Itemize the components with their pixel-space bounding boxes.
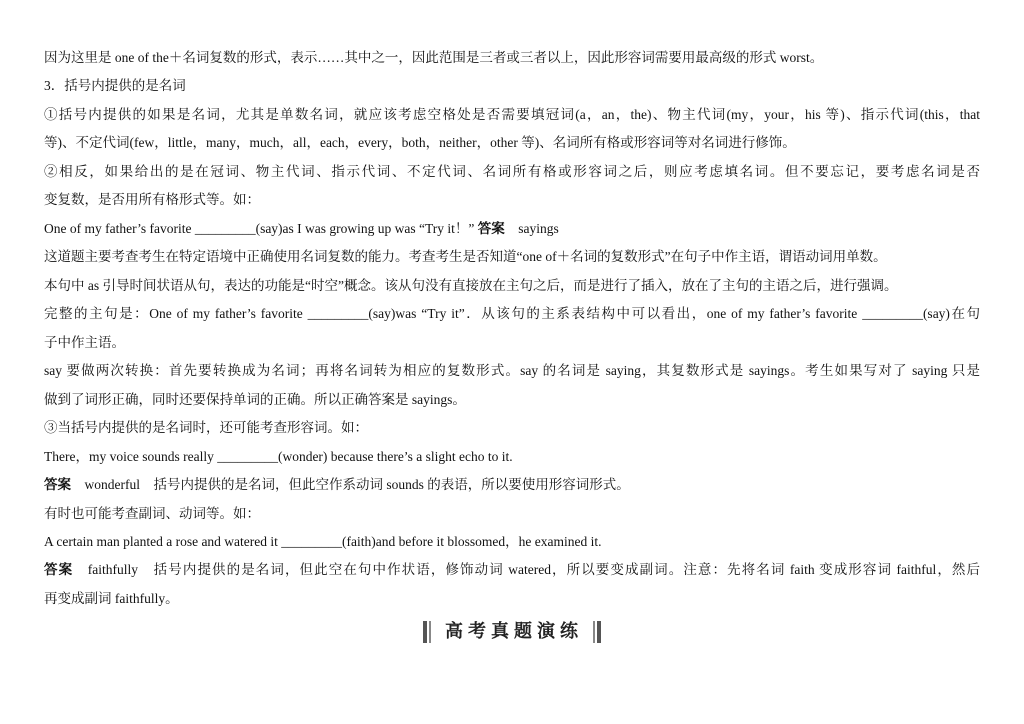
text-segment: 完整的主句是：One of my father’s favorite _________(say)was “Try it”．从该句的主系表结构中可以看出，one of my father’s favorite _________(say)在句: [44, 306, 980, 322]
answer-text: sayings: [504, 220, 559, 236]
example-sentence: [44, 443, 980, 471]
text-segment: There，my voice sounds really _________(wonder) because there’s a slight echo to it.: [44, 448, 513, 464]
heading-bar-right-icon: [591, 621, 601, 643]
example-sentence: [44, 215, 980, 243]
text-segment: ①括号内提供的如果是名词，尤其是单数名词，就应该考虑空格处是否需要填冠词(a，an，the)、物主代词(my，your，his 等)、指示代词(this，that: [44, 106, 980, 122]
section-heading-title: 高考真题演练: [445, 621, 583, 642]
text-segment: 做到了词形正确，同时还要保持单词的正确。所以正确答案是 sayings。: [44, 391, 466, 407]
answer-text: faithfully 括号内提供的是名词，但此空在句中作状语，修饰动词 watered，所以要变成副词。注意：先将名词 faith 变成形容词 faithful，然后: [73, 562, 980, 578]
text-line: [44, 357, 980, 385]
text-segment: One of my father’s favorite _________(say)as I was growing up was “Try it！”: [44, 220, 478, 236]
example-sentence: [44, 528, 980, 556]
answer-label: 答案: [44, 562, 74, 578]
section-heading: [0, 619, 1024, 645]
text-line: [44, 243, 980, 271]
answer-label: 答案: [44, 477, 71, 493]
text-segment: 这道题主要考查考生在特定语境中正确使用名词复数的能力。考查考生是否知道“one of＋名词的复数形式”在句子中作主语，谓语动词用单数。: [44, 249, 887, 265]
text-line: [44, 414, 980, 442]
text-line: [44, 44, 980, 72]
text-segment: say 要做两次转换：首先要转换成为名词；再将名词转为相应的复数形式。say 的名词是 saying，其复数形式是 sayings。考生如果写对了 saying 只是: [44, 363, 980, 379]
answer-line: [44, 556, 980, 584]
text-segment: 3．括号内提供的是名词: [44, 78, 186, 94]
text-line: [44, 386, 980, 414]
text-line: [44, 101, 980, 129]
subsection-title: [44, 72, 980, 100]
text-segment: ②相反，如果给出的是在冠词、物主代词、指示代词、不定代词、名词所有格或形容词之后，则应考虑填名词。但不要忘记，要考虑名词是否: [44, 163, 980, 179]
text-segment: 有时也可能考查副词、动词等。如：: [44, 505, 260, 521]
text-segment: 再变成副词 faithfully。: [44, 590, 179, 606]
text-line: [44, 186, 980, 214]
text-line: [44, 500, 980, 528]
text-line: [44, 129, 980, 157]
text-line: [44, 585, 980, 613]
text-segment: 子中作主语。: [44, 334, 125, 350]
text-segment: 本句中 as 引导时间状语从句，表达的功能是“时空”概念。该从句没有直接放在主句之后，而是进行了插入，放在了主句的主语之后，进行强调。: [44, 277, 898, 293]
text-line: [44, 300, 980, 328]
text-segment: 因为这里是 one of the＋名词复数的形式，表示……其中之一，因此范围是三者或三者以上，因此形容词需要用最高级的形式 worst。: [44, 50, 824, 65]
heading-bar-left-icon: [423, 621, 433, 643]
answer-line: [44, 471, 980, 499]
text-line: [44, 158, 980, 186]
text-line: [44, 329, 980, 357]
document-body: [44, 44, 980, 613]
text-segment: ③当括号内提供的是名词时，还可能考查形容词。如：: [44, 420, 368, 436]
text-line: [44, 272, 980, 300]
answer-label: 答案: [477, 220, 505, 236]
text-segment: 等)、不定代词(few，little，many，much，all，each，every，both，neither，other 等)、名词所有格或形容词等对名词进行修饰。: [44, 135, 796, 151]
text-segment: A certain man planted a rose and watered it _________(faith)and before it blossomed，he examined it.: [44, 533, 602, 549]
answer-text: wonderful 括号内提供的是名词，但此空作系动词 sounds 的表语，所以要使用形容词形式。: [71, 477, 630, 493]
text-segment: 变复数，是否用所有格形式等。如：: [44, 192, 260, 208]
